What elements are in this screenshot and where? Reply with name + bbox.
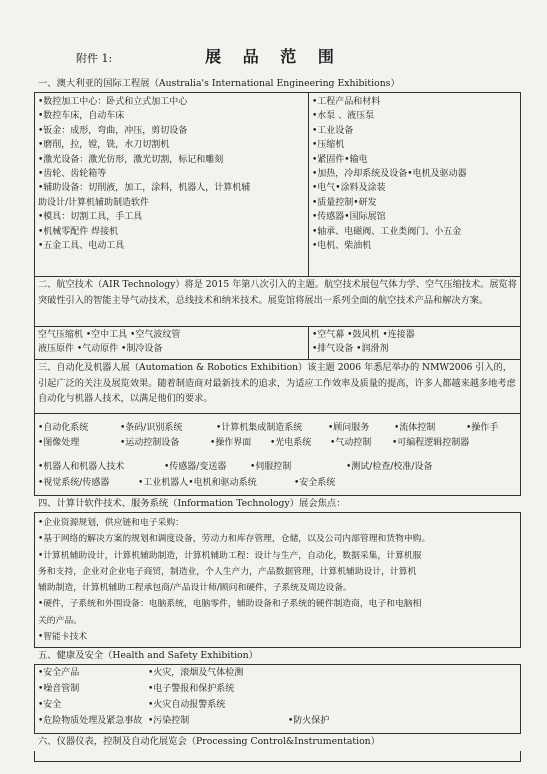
list-item: •电机、柴油机 xyxy=(312,241,372,252)
list-item: •基于网络的解决方案的规划和调度设备，劳动力和库存管理，仓储，以及公司内部管理和货物申购。 xyxy=(38,534,431,545)
list-item: •可编程逻辑控制器 xyxy=(392,438,470,448)
list-item: •模具：切割工具，手工具 xyxy=(38,212,143,223)
list-item: •光电系统 xyxy=(270,438,312,448)
list-item: •安全 xyxy=(38,700,62,710)
list-item: •数控车床，自动车床 xyxy=(38,111,125,122)
list-item: 空气压缩机 •空中工具 •空气波纹管 xyxy=(38,330,181,340)
list-item: •自动化系统 xyxy=(38,423,89,433)
list-item: •辅助设备：切削液，加工，涂料，机器人，计算机辅 xyxy=(38,183,251,194)
list-item: •测试/检查/校准/设备 xyxy=(346,462,433,472)
list-item: •机械零配件 焊接机 xyxy=(38,226,119,237)
list-item: •运动控制设备 xyxy=(120,438,180,448)
list-item: •排气设备 •润滑剂 xyxy=(312,344,389,355)
list-item: 关的产品。 xyxy=(38,615,82,626)
list-item: 助设计/计算机辅助制造软件 xyxy=(38,197,150,208)
list-item: •流体控制 xyxy=(394,423,436,433)
section-1-left-list xyxy=(38,95,306,253)
section-3-rule xyxy=(34,413,521,414)
list-item: •齿轮、齿轮箱等 xyxy=(38,169,107,180)
list-item: •电子警报和保护系统 xyxy=(148,684,235,694)
list-item: •危险物质处理及紧急事故 xyxy=(38,716,143,726)
section-2-left-list xyxy=(38,328,298,357)
list-item: •水泵 、液压泵 xyxy=(312,111,375,122)
list-item: •企业资源规划，供应链和电子采购： xyxy=(38,518,184,528)
list-item: •顾问服务 xyxy=(328,423,370,433)
list-item: •伺服控制 xyxy=(250,462,292,472)
section-4-heading: 四、计算计软件技术、服务系统（Information Technology）展会焦点： xyxy=(34,495,521,513)
section-2-divider xyxy=(308,326,309,359)
section-1-divider xyxy=(308,93,309,276)
list-item: •钣金：成形，弯曲，冲压，剪切设备 xyxy=(38,125,188,136)
list-item: •工业机器人•电机和驱动系统 xyxy=(138,478,257,488)
list-item: •机器人和机器人技术 xyxy=(38,462,125,472)
list-item: •安全系统 xyxy=(294,478,336,488)
list-item: •磨削，拉，镗，铣，水刀切割机 xyxy=(38,140,170,151)
list-item: •轴承、电磁阀、工业类阀门、小五金 xyxy=(312,226,462,237)
list-item: •操作手 xyxy=(466,423,499,433)
list-item: •工业设备 xyxy=(312,125,354,136)
section-2-right-list xyxy=(312,328,517,357)
list-item: •电气•涂料及涂装 xyxy=(312,183,386,194)
list-item: •污染控制 xyxy=(148,716,190,726)
list-item: 辅助制造，计算机辅助工程承包商/产品设计师/顾问和硬件，子系统及周边设备。 xyxy=(38,583,352,594)
list-item: 务和支持，企业对企业电子商贸，制造业，个人生产力，产品数据管理，计算机辅助设计，计算机 xyxy=(38,566,417,577)
list-item: •五金工具、电动工具 xyxy=(38,241,125,252)
list-item: •操作界面 xyxy=(210,438,252,448)
section-2-rule xyxy=(34,326,521,327)
section-2-paragraph: 二、航空技术（AIR Technology）将是 2015 年第八次引入的主题。航空技术展包气体力学、空气压缩技术。展览将突破性引入的智能主导气动技术，总线技术和纳米技术。展览馆将展出一系列全面的航空技术产品和解决方案。 xyxy=(38,279,517,306)
list-item: •火灾自动报警系统 xyxy=(148,700,226,710)
list-item: •火灾，滚烟及气体检测 xyxy=(148,668,244,678)
section-1-right-list xyxy=(312,95,517,253)
list-item: •压缩机 xyxy=(312,140,345,151)
section-4-list xyxy=(38,515,518,645)
list-item: •加热，冷却系统及设备•电机及驱动器 xyxy=(312,169,467,180)
list-item: •数控加工中心：卧式和立式加工中心 xyxy=(38,97,188,107)
list-item: •硬件，子系统和外围设备：电脑系统，电脑零件，辅助设备和子系统的硬件制造商，电子和电脑相 xyxy=(38,599,422,610)
list-item: •工程产品和材料 xyxy=(312,97,381,107)
list-item: •计算机集成制造系统 xyxy=(216,423,303,433)
list-item: •防火保护 xyxy=(288,716,330,726)
page-title: 展 品 范 围 xyxy=(205,47,342,66)
list-item: •安全产品 xyxy=(38,668,80,678)
list-item: •传感器•国际展馆 xyxy=(312,212,386,223)
section-5-heading: 五、健康及安全（Health and Safety Exhibition） xyxy=(34,647,521,665)
list-item: •紧固件•输电 xyxy=(312,154,368,165)
list-item: •传感器/变送器 xyxy=(164,462,227,472)
list-item: •质量控制•研发 xyxy=(312,197,377,208)
section-1-heading: 一、澳大利亚的国际工程展（Australia's International Engineering Exhibitions） xyxy=(34,76,521,93)
attachment-label: 附件 1: xyxy=(76,52,113,65)
section-6-heading: 六、仪器仪表，控制及自动化展览会（Processing Control&Instrumentation） xyxy=(34,733,521,751)
list-item: •图像处理 xyxy=(38,438,80,448)
list-item: •智能卡技术 xyxy=(38,632,88,643)
list-item: •激光设备：激光仿形，激光切割，标记和雕刻 xyxy=(38,154,224,165)
list-item: 液压原件 •气动原件 •制冷设备 xyxy=(38,344,163,355)
list-item: •噪音管制 xyxy=(38,684,80,694)
list-item: •空气幕 •鼓风机 •连接器 xyxy=(312,330,415,340)
list-item: •计算机辅助设计，计算机辅助制造，计算机辅助工程：设计与生产，自动化，数据采集，计算机服 xyxy=(38,550,422,561)
list-item: •条码/识别系统 xyxy=(120,423,183,433)
list-item: •气动控制 xyxy=(330,438,372,448)
section-3-paragraph: 三、自动化及机器人展（Automation & Robotics Exhibition）该主题 2006 年悉尼举办的 NMW2006 引入的，引起广泛的关注及展览效果。随着制造商对最新技术的追求，为适应工作效率及质量的提高，许多人都越来越多地考虑自动化与机器人技术，以满足他们的要求。 xyxy=(38,362,516,404)
list-item: •视觉系统/传感器 xyxy=(38,478,110,488)
